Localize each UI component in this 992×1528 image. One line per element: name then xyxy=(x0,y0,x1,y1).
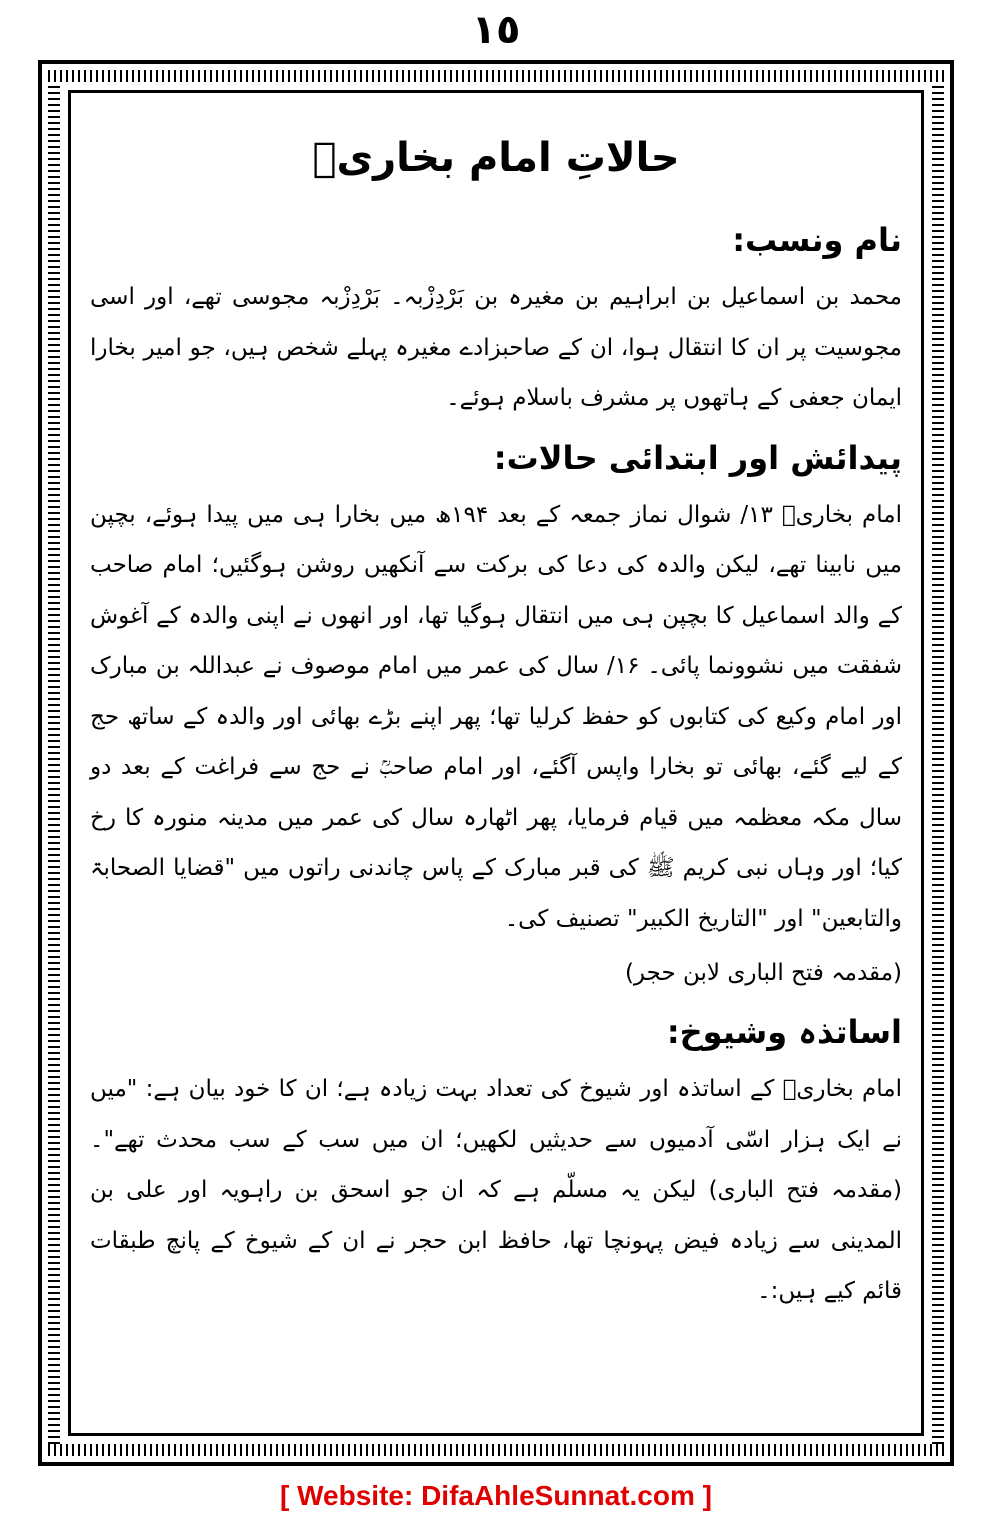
page-content xyxy=(90,108,902,1432)
section-teachers xyxy=(90,1006,902,1317)
website-footer: [ Website: DifaAhleSunnat.com ] xyxy=(280,1480,712,1511)
section-paragraph: محمد بن اسماعیل بن ابراہیم بن مغیرہ بن بَرْدِزْبہ۔ بَرْدِزْبہ مجوسی تھے، اور اسی مجوسیت پر ان کا انتقال ہوا، ان کے صاحبزادے مغیرہ پہلے شخص ہیں، جو امیر بخارا ایمان جعفی کے ہاتھوں پر مشرف باسلام ہوئے۔ xyxy=(90,284,902,411)
page-frame xyxy=(38,60,954,1466)
section-birth xyxy=(90,432,902,999)
section-heading: نام ونسب: xyxy=(732,221,902,259)
section-paragraph: امام بخاریؒ ۱۳/ شوال نماز جمعہ کے بعد ۱۹۴ھ میں بخارا ہی میں پیدا ہوئے، بچپن میں نابینا تھے، لیکن والدہ کی دعا کی برکت سے آنکھیں روشن ہوگئیں؛ امام صاحب کے والد اسماعیل کا بچپن ہی میں انتقال ہوگیا تھا، اور انھوں نے اپنی والدہ کے آغوش شفقت میں نشوونما پائی۔ ۱۶/ سال کی عمر میں امام موصوف نے عبداللہ بن مبارک اور امام وکیع کی کتابوں کو حفظ کرلیا تھا؛ پھر اپنے بڑے بھائی اور والدہ کے ساتھ حج کے لیے گئے، بھائی تو بخارا واپس آگئے، اور امام صاحبؒ نے حج سے فراغت کے بعد دو سال مکہ معظمہ میں قیام فرمایا، پھر اٹھارہ سال کی عمر میں مدینہ منورہ کا رخ کیا؛ اور وہاں نبی کریم ﷺ کی قبر مبارک کے پاس چاندنی راتوں میں "قضایا الصحابۃ والتابعین" اور "التاریخ الکبیر" تصنیف کی۔ xyxy=(90,501,903,932)
section-lineage xyxy=(90,214,902,424)
page-title: حالاتِ امام بخاریؒ xyxy=(312,135,680,181)
section-paragraph: امام بخاریؒ کے اساتذہ اور شیوخ کی تعداد بہت زیادہ ہے؛ ان کا خود بیان ہے: "میں نے ایک ہزار اسّی آدمیوں سے حدیثیں لکھیں؛ ان میں سب کے سب محدث تھے"۔ (مقدمہ فتح الباری) لیکن یہ مسلّم ہے کہ ان جو اسحق بن راہویہ اور علی بن المدینی سے زیادہ فیض پہونچا تھا، حافظ ابن حجر نے ان کے شیوخ کے پانچ طبقات قائم کیے ہیں:۔ xyxy=(90,1076,902,1304)
section-heading: پیدائش اور ابتدائی حالات: xyxy=(493,438,902,477)
page-number: ١٥ xyxy=(471,7,521,53)
section-heading: اساتذہ وشیوخ: xyxy=(666,1013,902,1051)
section-reference: (مقدمہ فتح الباری لابن حجر) xyxy=(624,960,902,986)
